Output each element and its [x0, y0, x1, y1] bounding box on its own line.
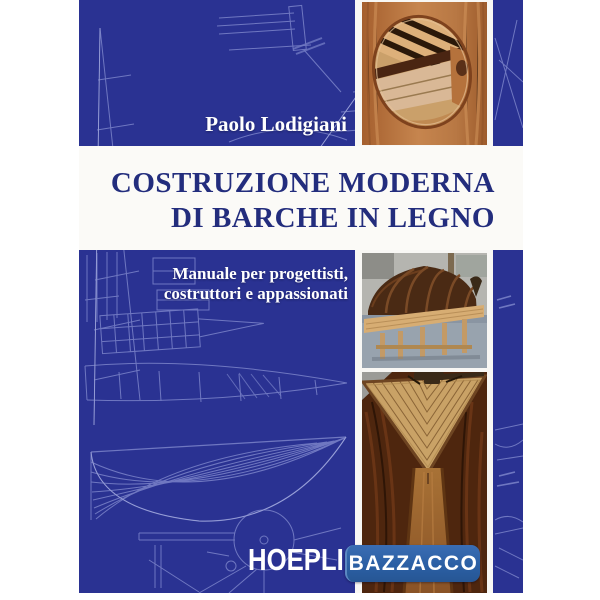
title-line-2: DI BARCHE IN LEGNO: [170, 202, 495, 234]
author-name: Paolo Lodigiani: [205, 112, 347, 136]
title-band: [79, 146, 523, 250]
title-line-1: COSTRUZIONE MODERNA: [110, 167, 495, 199]
book-cover: [79, 0, 523, 593]
imprint-badge-label: BAZZACCO: [348, 551, 479, 575]
hull-interior-porthole-photo: [362, 2, 487, 145]
imprint-badge: [345, 545, 480, 582]
workshop-hull-construction-photo: [362, 253, 487, 368]
publisher-logo-hoepli: HOEPLI: [248, 542, 344, 577]
subtitle: [164, 264, 348, 304]
photo-column-frame: [355, 0, 493, 593]
subtitle-line-2: costruttori e appassionati: [163, 284, 348, 303]
subtitle-line-1: Manuale per progettisti,: [172, 264, 348, 283]
